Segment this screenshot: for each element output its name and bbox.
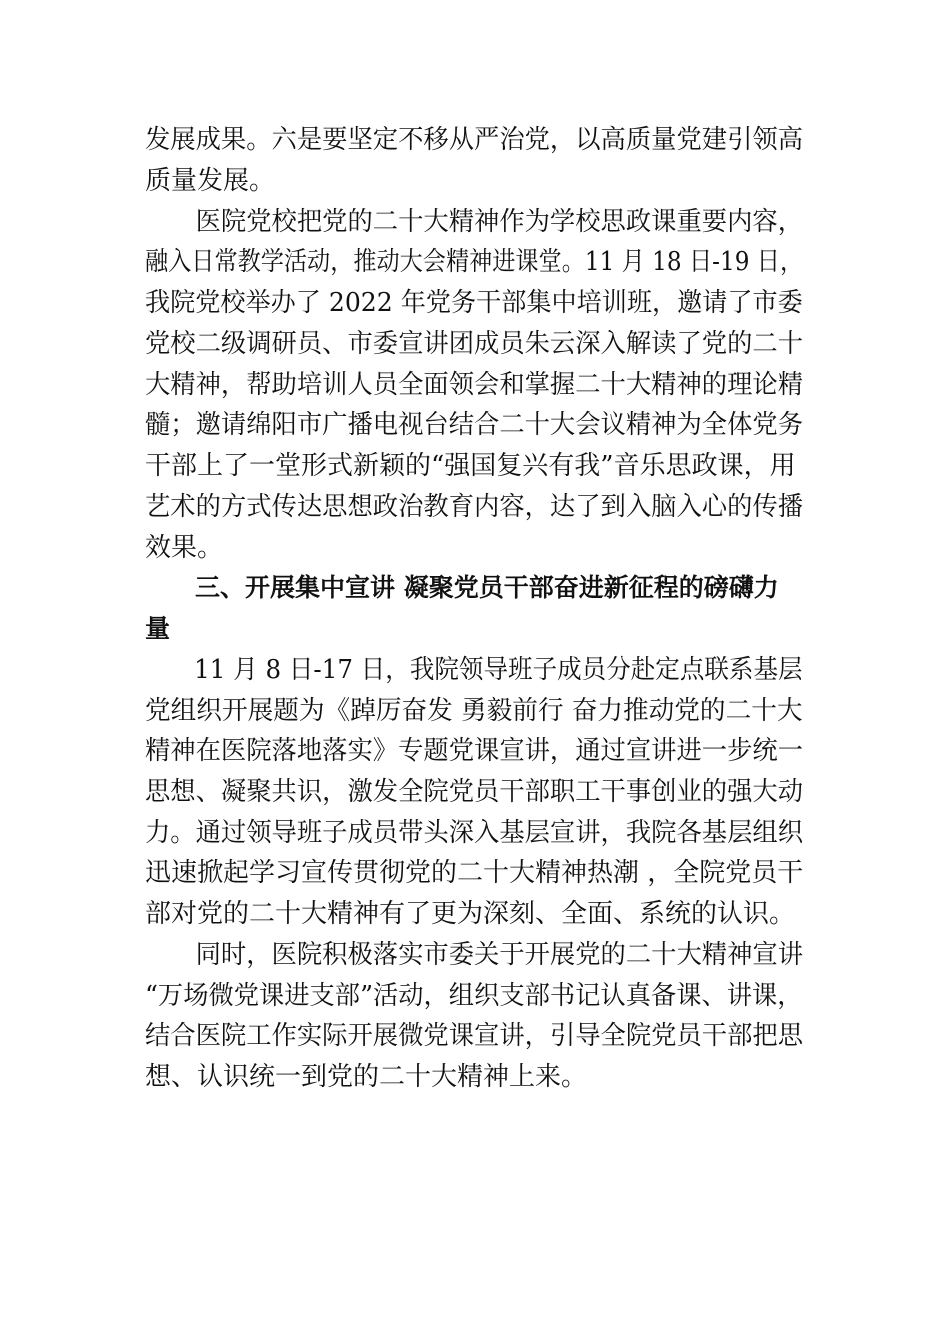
text-line: 部对党的二十大精神有了更为深刻、全面、系统的认识。 xyxy=(145,899,796,929)
text-line: 迅速掀起学习宣传贯彻党的二十大精神热潮 ，全院党员干 xyxy=(145,858,804,888)
text-line: 艺术的方式传达思想政治教育内容，达了到入脑入心的传播 xyxy=(145,492,804,522)
text-line: 同时，医院积极落实市委关于开展党的二十大精神宣讲 xyxy=(145,940,804,970)
text-line: 效果。 xyxy=(145,533,224,563)
text-line: 质量发展。 xyxy=(145,166,276,196)
text-line: 我院党校举办了 2022 年党务干部集中培训班，邀请了市委 xyxy=(145,288,803,318)
text-line: 精神在医院落地落实》专题党课宣讲，通过宣讲进一步统一 xyxy=(145,736,804,766)
text-line: 发展成果。六是要坚定不移从严治党，以高质量党建引领高 xyxy=(145,125,804,155)
section-heading-continued: 量 xyxy=(145,614,171,643)
text-line: 党组织开展题为《踔厉奋发 勇毅前行 奋力推动党的二十大 xyxy=(145,696,803,726)
text-line: 融入日常教学活动，推动大会精神进课堂。11 月 18 日-19 日， xyxy=(145,247,804,277)
section-heading: 三、开展集中宣讲 凝聚党员干部奋进新征程的磅礴力 xyxy=(145,573,779,602)
text-line: 干部上了一堂形式新颖的“强国复兴有我”音乐思政课，用 xyxy=(145,451,796,481)
text-line: 大精神，帮助培训人员全面领会和掌握二十大精神的理论精 xyxy=(145,370,804,400)
text-line: 想、认识统一到党的二十大精神上来。 xyxy=(145,1062,588,1092)
text-line: 结合医院工作实际开展微党课宣讲，引导全院党员干部把思 xyxy=(145,1021,804,1051)
text-line: 髓；邀请绵阳市广播电视台结合二十大会议精神为全体党务 xyxy=(145,410,804,440)
text-line: 思想、凝聚共识，激发全院党员干部职工干事创业的强大动 xyxy=(145,777,804,807)
text-line: 力。通过领导班子成员带头深入基层宣讲，我院各基层组织 xyxy=(145,818,804,848)
text-line: 党校二级调研员、市委宣讲团成员朱云深入解读了党的二十 xyxy=(145,329,804,359)
text-line: 11 月 8 日-17 日，我院领导班子成员分赴定点联系基层 xyxy=(145,655,803,685)
text-line: 医院党校把党的二十大精神作为学校思政课重要内容， xyxy=(145,207,804,237)
text-line: “万场微党课进支部”活动，组织支部书记认真备课、讲课， xyxy=(145,981,803,1011)
